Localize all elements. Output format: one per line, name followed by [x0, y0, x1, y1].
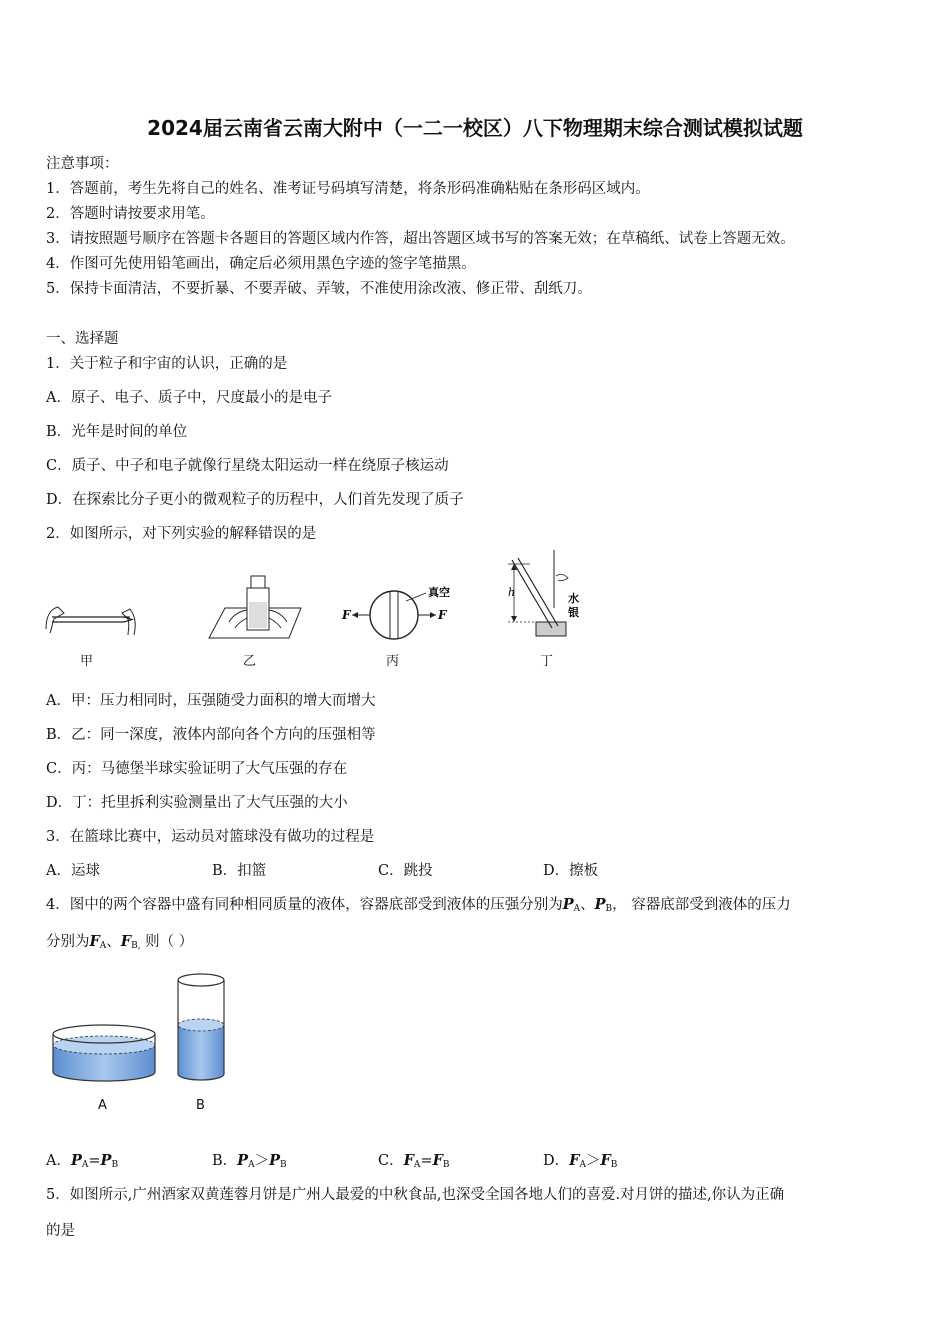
question-2-option-d: D．丁：托里拆利实验测量出了大气压强的大小 [46, 795, 348, 811]
question-1-option-d: D．在探索比分子更小的微观粒子的历程中，人们首先发现了质子 [46, 492, 464, 508]
question-5-stem-line2: 的是 [46, 1223, 75, 1239]
question-4-stem: 4．图中的两个容器中盛有同种相同质量的液体，容器底部受到液体的压强分别为$P_A$、$P_B$， 容器底部受到液体的压力 [46, 896, 791, 914]
notice-item: 3．请按照题号顺序在答题卡各题目的答题区域内作答，超出答题区域书写的答案无效；在草稿纸、试卷上答题无效。 [46, 231, 795, 247]
mercury-label-1: 水 [568, 592, 579, 605]
figure-containers [48, 970, 238, 1088]
figure-label-jia: 甲 [80, 654, 94, 669]
question-2-stem: 2．如图所示，对下列实验的解释错误的是 [46, 526, 317, 542]
question-3-option-a: A．运球 [46, 863, 100, 879]
notice-item: 5．保持卡面清洁，不要折暴、不要弄破、弄皱，不准使用涂改液、修正带、刮纸刀。 [46, 281, 592, 297]
vacuum-label: 真空 [428, 586, 450, 599]
notice-item: 4．作图可先使用铅笔画出，确定后必须用黑色字迹的签字笔描黑。 [46, 256, 476, 272]
question-4-option-d: D．$F_A>F_B$ [543, 1152, 618, 1170]
container-label-a: A [98, 1098, 107, 1113]
question-1-stem: 1．关于粒子和宇宙的认识，正确的是 [46, 356, 288, 372]
question-3-option-d: D．擦板 [543, 863, 599, 879]
page-title: 2024届云南省云南大附中（一二一校区）八下物理期末综合测试模拟试题 [147, 116, 803, 140]
question-4-option-a: A．$P_A=P_B$ [46, 1152, 119, 1170]
figure-jia-pencil-fingers [42, 595, 142, 645]
question-2-option-c: C．丙：马德堡半球实验证明了大气压强的存在 [46, 761, 348, 777]
question-1-option-c: C．质子、中子和电子就像行星绕太阳运动一样在绕原子核运动 [46, 458, 449, 474]
container-a [53, 1025, 155, 1081]
mercury-label-2: 银 [568, 606, 579, 619]
force-right-label: F [438, 608, 447, 622]
container-label-b: B [196, 1098, 205, 1113]
question-5-stem: 5．如图所示,广州酒家双黄莲蓉月饼是广州人最爱的中秋食品,也深受全国各地人们的喜爱.对月饼的描述,你认为正确 [46, 1187, 785, 1203]
figure-label-yi: 乙 [243, 654, 257, 669]
question-1-option-a: A．原子、电子、质子中，尺度最小的是电子 [46, 390, 332, 406]
notice-heading: 注意事项： [46, 156, 119, 172]
question-4-option-c: C．$F_A=F_B$ [378, 1152, 450, 1170]
container-b [178, 974, 224, 1080]
figure-yi-bottle-holes [205, 570, 305, 642]
question-2-option-a: A．甲：压力相同时，压强随受力面积的增大而增大 [46, 693, 376, 709]
question-2-option-b: B．乙：同一深度，液体内部向各个方向的压强相等 [46, 727, 376, 743]
notice-item: 2．答题时请按要求用笔。 [46, 206, 215, 222]
question-1-option-b: B．光年是时间的单位 [46, 424, 188, 440]
figure-label-ding: 丁 [540, 654, 554, 669]
question-3-option-c: C．跳投 [378, 863, 433, 879]
figure-label-bing: 丙 [386, 654, 400, 669]
height-h-label: h [508, 586, 516, 599]
figure-bing-magdeburg [338, 583, 468, 643]
section-heading: 一、选择题 [46, 331, 119, 347]
notice-item: 1．答题前，考生先将自己的姓名、准考证号码填写清楚，将条形码准确粘贴在条形码区域内。 [46, 181, 650, 197]
question-4-option-b: B．$P_A>P_B$ [212, 1152, 287, 1170]
question-3-stem: 3．在篮球比赛中，运动员对篮球没有做功的过程是 [46, 829, 375, 845]
question-3-option-b: B．扣篮 [212, 863, 267, 879]
figure-ding-torricelli [500, 548, 590, 643]
question-4-stem-line2: 分别为$F_A$、$F_{B,}$ 则（ ） [46, 933, 194, 951]
force-left-label: F [342, 608, 351, 622]
